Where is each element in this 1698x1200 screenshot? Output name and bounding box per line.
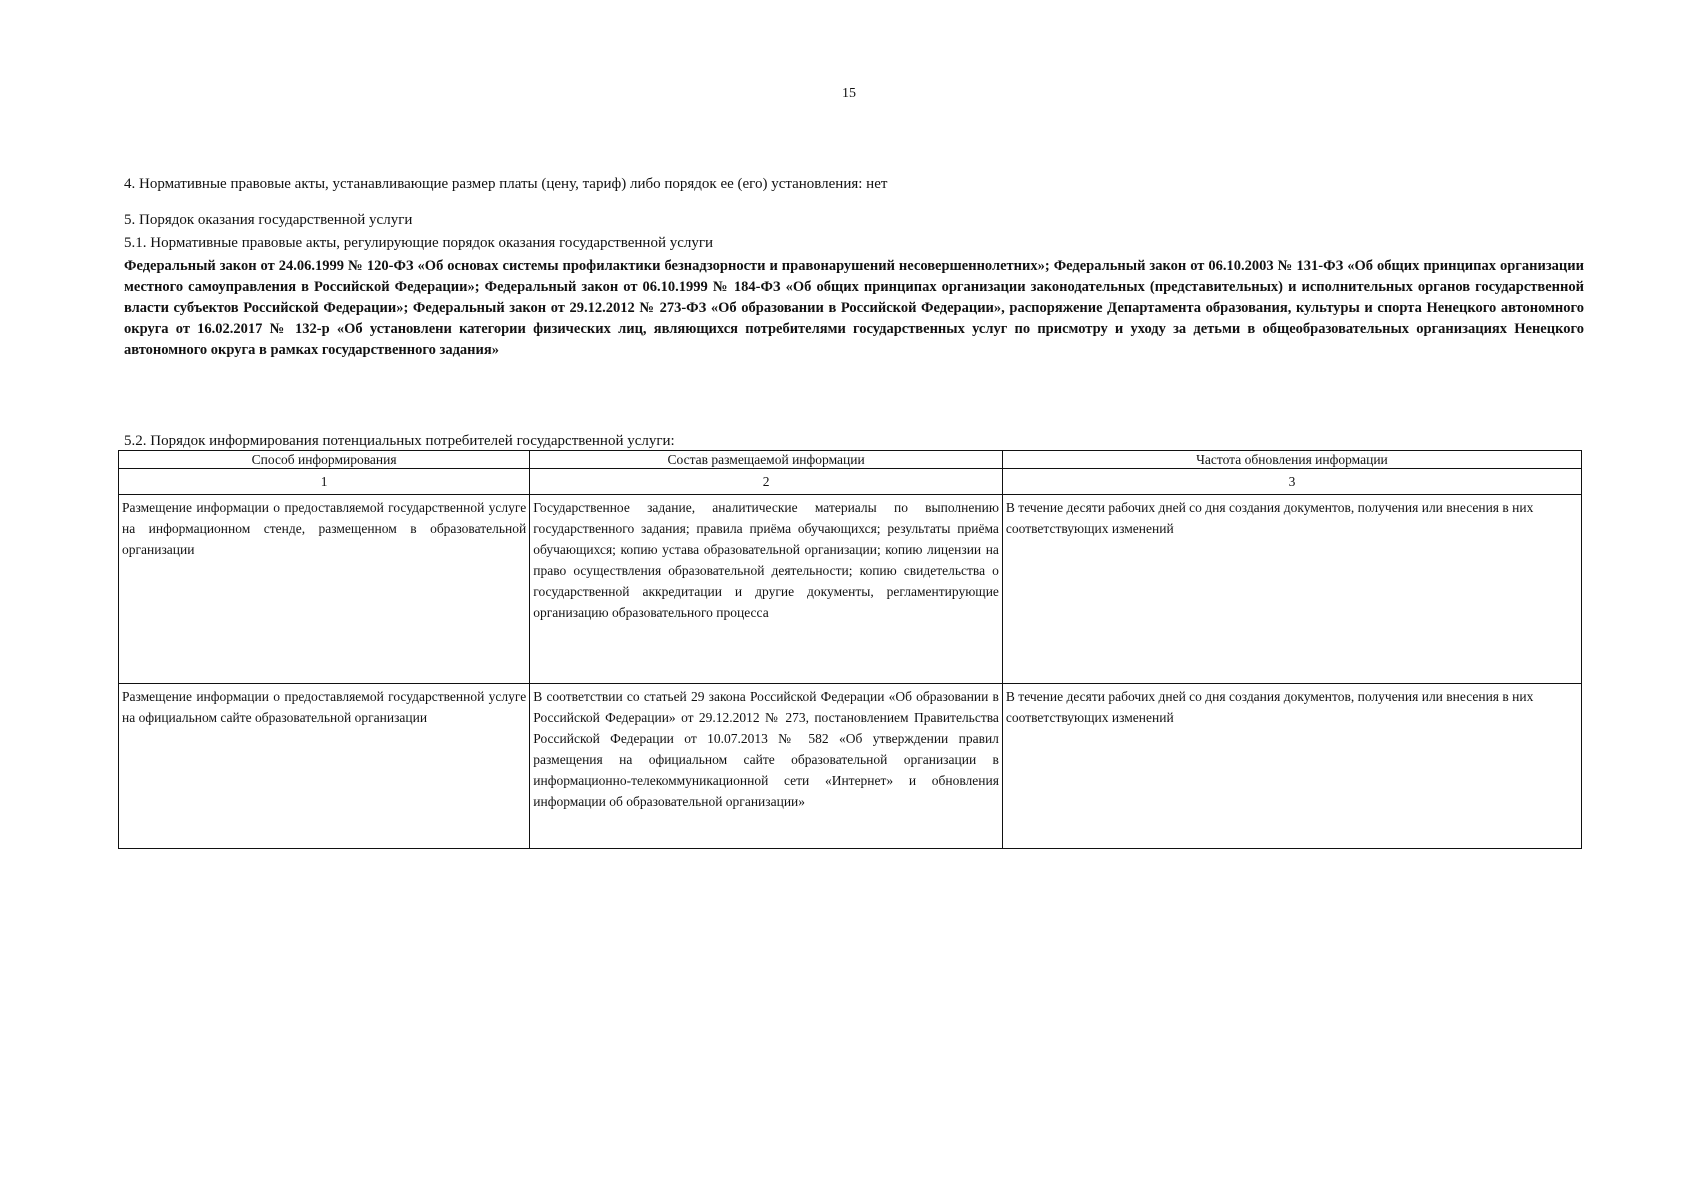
column-number: 3: [1002, 469, 1581, 495]
cell-method: Размещение информации о предоставляемой государственной услуге на информационном стенде, размещенном в образовательной организации: [119, 495, 530, 684]
header-method: Способ информирования: [119, 451, 530, 469]
header-frequency: Частота обновления информации: [1002, 451, 1581, 469]
section-5-heading: 5. Порядок оказания государственной услуги: [124, 212, 413, 228]
cell-content: В соответствии со статьей 29 закона Российской Федерации «Об образовании в Российской Федерации» от 29.12.2012 № 273, постановлением Правительства Российской Федерации от 10.07.2013 № 582 «Об утверждении правил размещения на официальном сайте образовательной организации в информационно-телекоммуникационной сети «Интернет» и обновления информации об образовательной организации»: [530, 684, 1003, 849]
page-number: 15: [842, 86, 856, 101]
table-number-row: [119, 469, 1582, 495]
cell-content: Государственное задание, аналитические материалы по выполнению государственного задания; правила приёма обучающихся; результаты приёма обучающихся; копию устава образовательной организации; копию лицензии на право осуществления образовательной деятельности; копию свидетельства о государственной аккредитации и другие документы, регламентирующие организацию образовательного процесса: [530, 495, 1003, 684]
column-number: 2: [530, 469, 1003, 495]
section-5-1-heading: 5.1. Нормативные правовые акты, регулирующие порядок оказания государственной услуги: [124, 235, 714, 251]
cell-frequency: В течение десяти рабочих дней со дня создания документов, получения или внесения в них соответствующих изменений: [1002, 684, 1581, 849]
section-4-text: 4. Нормативные правовые акты, устанавливающие размер платы (цену, тариф) либо порядок ее (его) установления: нет: [124, 176, 888, 192]
information-table: [118, 450, 1582, 849]
table-header-row: [119, 451, 1582, 469]
section-5-2-heading: 5.2. Порядок информирования потенциальных потребителей государственной услуги:: [124, 433, 675, 449]
column-number: 1: [119, 469, 530, 495]
laws-paragraph: Федеральный закон от 24.06.1999 № 120-ФЗ «Об основах системы профилактики безнадзорности и правонарушений несовершеннолетних»; Федеральный закон от 06.10.2003 № 131-ФЗ «Об общих принципах организации местного самоуправления в Российской Федерации»; Федеральный закон от 06.10.1999 № 184-ФЗ «Об общих принципах организации законодательных (представительных) и исполнительных органов государственной власти субъектов Российской Федерации»; Федеральный закон от 29.12.2012 № 273-ФЗ «Об образовании в Российской Федерации», распоряжение Департамента образования, культуры и спорта Ненецкого автономного округа от 16.02.2017 № 132-р «Об установлени категории физических лиц, являющихся потребителями государственных услуг по присмотру и уходу за детьми в общеобразовательных организациях Ненецкого автономного округа в рамках государственного задания»: [124, 258, 1584, 358]
table-row: [119, 495, 1582, 684]
table-row: [119, 684, 1582, 849]
cell-method: Размещение информации о предоставляемой государственной услуге на официальном сайте образовательной организации: [119, 684, 530, 849]
header-content: Состав размещаемой информации: [530, 451, 1003, 469]
cell-frequency: В течение десяти рабочих дней со дня создания документов, получения или внесения в них соответствующих изменений: [1002, 495, 1581, 684]
